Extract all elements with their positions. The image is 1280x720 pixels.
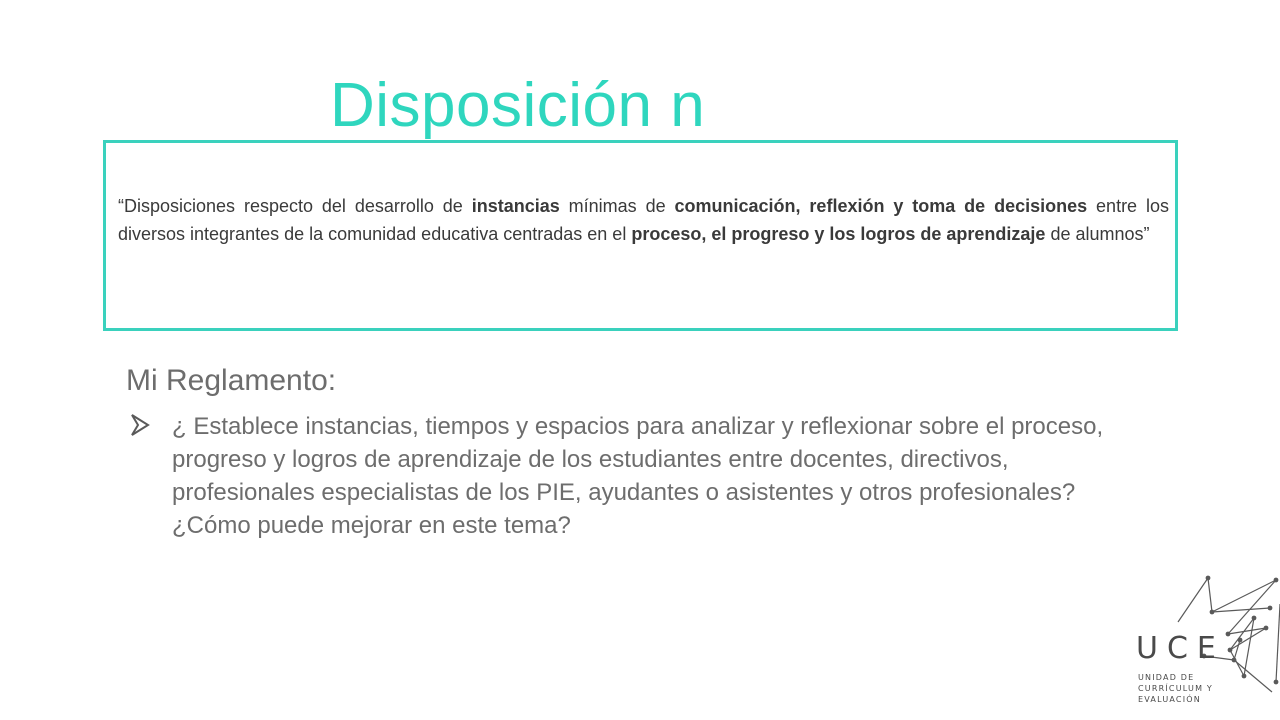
logo-subtitle-line: CURRÍCULUM Y — [1138, 684, 1214, 693]
quote-segment: entre los diversos integrantes de la comunidad educativa centradas en el — [118, 196, 1169, 244]
quote-box — [103, 140, 1178, 331]
section-heading: Mi Reglamento: — [126, 364, 337, 397]
logo-subtitle-line: EVALUACIÓN — [1138, 695, 1201, 704]
logo-subtitle-line: UNIDAD DE — [1138, 673, 1195, 682]
quote-segment: mínimas de — [559, 196, 675, 216]
quote-segment: de alumnos” — [1045, 224, 1150, 244]
bullet-item — [130, 410, 1110, 542]
quote-segment: “Disposiciones respecto del desarrollo de — [118, 196, 472, 216]
uce-logo — [1130, 572, 1280, 712]
slide-title: Disposición n — [330, 71, 706, 140]
quote-segment-bold: comunicación, reflexión y toma de decisiones — [674, 196, 1088, 216]
logo-letters: UCE — [1136, 631, 1225, 666]
arrow-bullet-icon — [130, 410, 172, 442]
quote-segment-bold: proceso, el progreso y los logros de aprendizaje — [631, 224, 1046, 244]
quote-text — [118, 192, 1169, 248]
bullet-text: ¿ Establece instancias, tiempos y espacios para analizar y reflexionar sobre el proceso, progreso y logros de aprendizaje de los estudiantes entre docentes, directivos, profesionales especialistas de los PIE, ayudantes o asistentes y otros profesionales? ¿Cómo puede mejorar en este tema? — [172, 413, 1104, 539]
quote-segment-bold: instancias — [471, 196, 560, 216]
